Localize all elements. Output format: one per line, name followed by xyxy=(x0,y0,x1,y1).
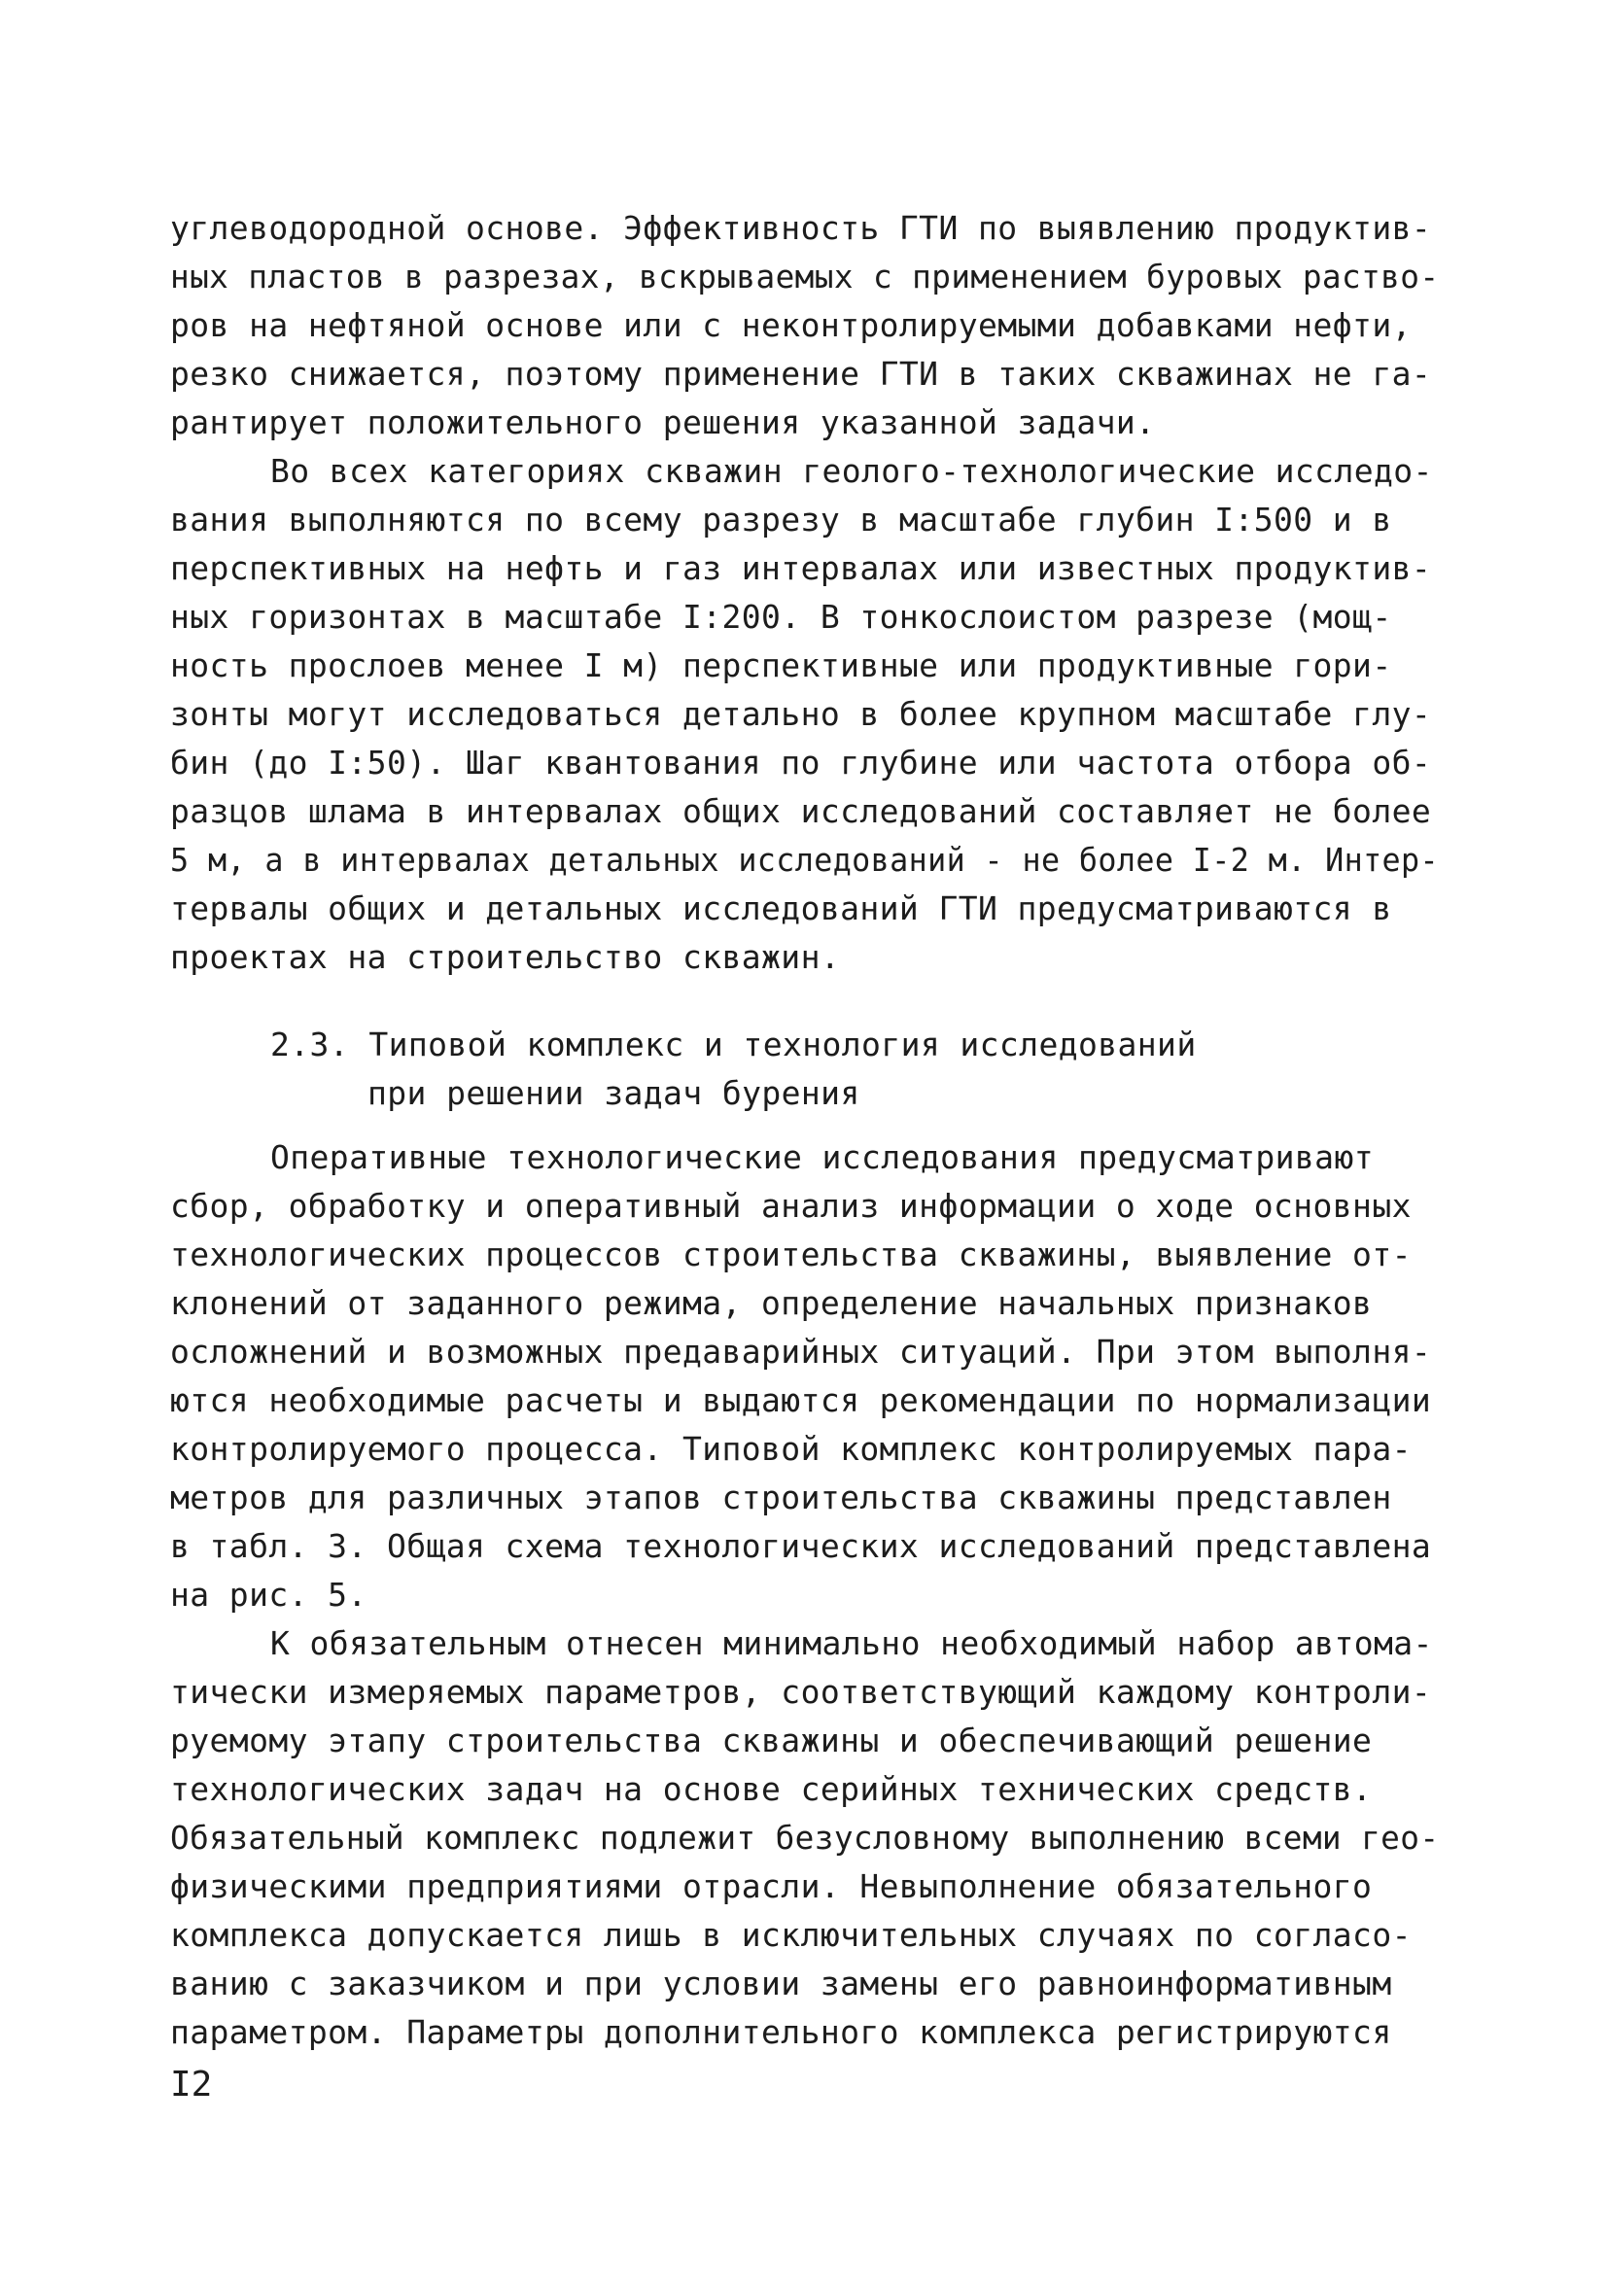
text-line: метров для различных этапов строительства скважины представлен xyxy=(170,1478,1392,1516)
text-line: Оперативные технологические исследования предусматривают xyxy=(270,1138,1374,1176)
text-line: Во всех категориях скважин геолого-технологические исследо- xyxy=(270,452,1433,490)
text-line: руемому этапу строительства скважины и обеспечивающий решение xyxy=(170,1722,1373,1759)
text-line: проектах на строительство скважин. xyxy=(170,938,841,976)
text-line: зонты могут исследоваться детально в более крупном масштабе глу- xyxy=(170,695,1432,733)
text-line: ванию с заказчиком и при условии замены его равноинформативным xyxy=(170,1965,1392,2002)
text-line: сбор, обработку и оперативный анализ информации о ходе основных xyxy=(170,1187,1412,1225)
text-line: ность прослоев менее I м) перспективные или продуктивные гори- xyxy=(170,646,1392,684)
text-line: углеводородной основе. Эффективность ГТИ по выявлению продуктив- xyxy=(170,209,1432,247)
text-line: технологических задач на основе серийных технических средств. xyxy=(170,1770,1373,1808)
text-line: Обязательный комплекс подлежит безусловному выполнению всеми гео- xyxy=(170,1819,1440,1857)
text-line: перспективных на нефть и газ интервалах или известных продуктив- xyxy=(170,549,1432,587)
text-line: осложнений и возможных предаварийных ситуаций. При этом выполня- xyxy=(170,1333,1432,1371)
text-line: ются необходимые расчеты и выдаются рекомендации по нормализации xyxy=(170,1381,1432,1419)
text-line: ных пластов в разрезах, вскрываемых с применением буровых раство- xyxy=(170,258,1440,296)
section-heading-line-2: при решении задач бурения xyxy=(367,1074,860,1112)
text-line: технологических процессов строительства скважины, выявление от- xyxy=(170,1235,1412,1273)
text-line: К обязательным отнесен минимально необходимый набор автома- xyxy=(270,1624,1433,1662)
text-line: контролируемого процесса. Типовой комплекс контролируемых пара- xyxy=(170,1430,1412,1468)
text-line: физическими предприятиями отрасли. Невыполнение обязательного xyxy=(170,1867,1373,1905)
text-line: комплекса допускается лишь в исключительных случаях по согласо- xyxy=(170,1916,1412,1954)
text-line: рантирует положительного решения указанной задачи. xyxy=(170,403,1156,441)
section-heading-line-1: 2.3. Типовой комплекс и технология исследований xyxy=(270,1026,1197,1063)
text-line: бин (до I:50). Шаг квантования по глубине или частота отбора об- xyxy=(170,744,1432,782)
text-line: разцов шлама в интервалах общих исследований составляет не более xyxy=(170,792,1432,830)
page-number: I2 xyxy=(170,2065,213,2105)
text-line: резко снижается, поэтому применение ГТИ в таких скважинах не га- xyxy=(170,355,1432,393)
text-line: вания выполняются по всему разрезу в масштабе глубин I:500 и в xyxy=(170,501,1392,539)
text-line: параметром. Параметры дополнительного комплекса регистрируются xyxy=(170,2013,1392,2051)
text-line: 5 м, а в интервалах детальных исследований - не более I-2 м. Интер- xyxy=(170,841,1439,879)
text-line: клонений от заданного режима, определение начальных признаков xyxy=(170,1284,1373,1322)
text-line: на рис. 5. xyxy=(170,1576,367,1614)
text-line: тически измеряемых параметров, соответствующий каждому контроли- xyxy=(170,1673,1432,1711)
text-line: ров на нефтяной основе или с неконтролируемыми добавками нефти, xyxy=(170,306,1412,344)
text-line: в табл. 3. Общая схема технологических исследований представлена xyxy=(170,1527,1432,1565)
text-line: ных горизонтах в масштабе I:200. В тонкослоистом разрезе (мощ- xyxy=(170,598,1392,636)
text-line: тервалы общих и детальных исследований ГТИ предусматриваются в xyxy=(170,889,1392,927)
